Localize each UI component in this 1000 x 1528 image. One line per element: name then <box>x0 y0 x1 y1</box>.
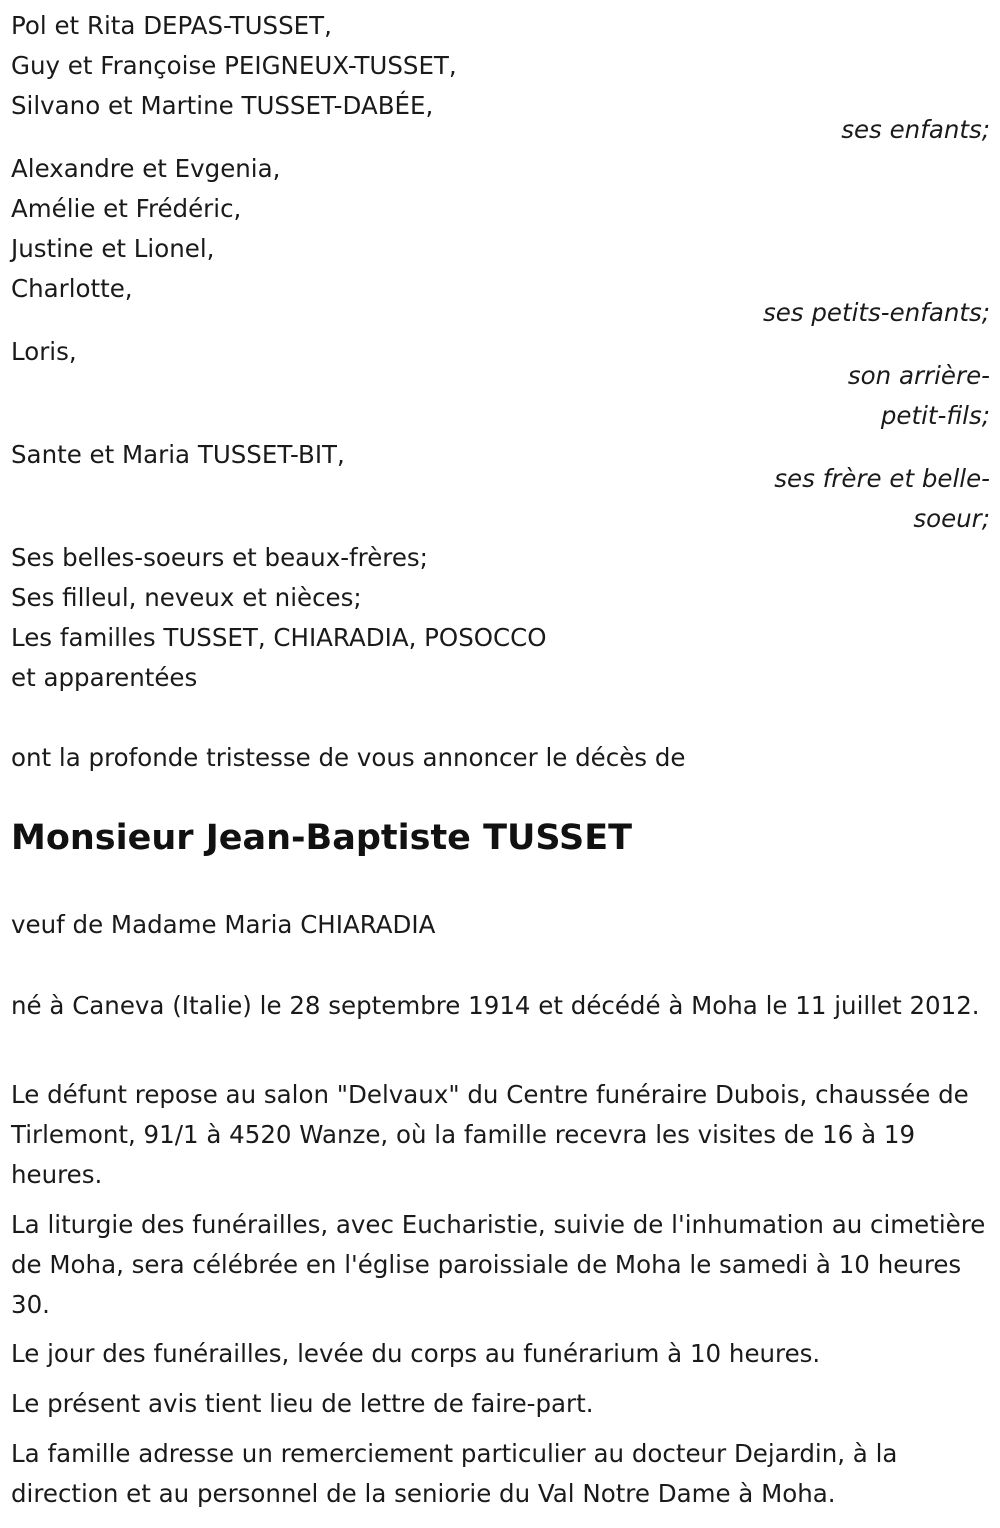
family-line-grandchild-3: Justine et Lionel, <box>11 234 215 263</box>
deceased-name-heading: Monsieur Jean-Baptiste TUSSET <box>11 818 633 858</box>
family-line-grandchild-1: Alexandre et Evgenia, <box>11 154 281 183</box>
paragraph-thanks: La famille adresse un remerciement particulier au docteur Dejardin, à la direction et au personnel de la seniorie du Val Notre Dame à Moha. <box>11 1439 898 1508</box>
paragraph-repose: Le défunt repose au salon "Delvaux" du Centre funéraire Dubois, chaussée de Tirlemont, 91/1 à 4520 Wanze, où la famille recevra les visites de 16 à 19 heures. <box>11 1080 969 1189</box>
relation-great-grandchild-line-2: petit-fils; <box>880 401 990 430</box>
paragraph-liturgy: La liturgie des funérailles, avec Eucharistie, suivie de l'inhumation au cimetière de Moha, sera célébrée en l'église paroissiale de Moha le samedi à 10 heures 30. <box>11 1210 986 1319</box>
widower-line: veuf de Madame Maria CHIARADIA <box>11 910 436 939</box>
family-line-great-grandchild: Loris, <box>11 337 77 366</box>
family-line-child-3: Silvano et Martine TUSSET-DABÉE, <box>11 91 434 120</box>
paragraph-levee: Le jour des funérailles, levée du corps au funérarium à 10 heures. <box>11 1339 821 1368</box>
family-line-extended-4: et apparentées <box>11 663 198 692</box>
relation-siblings-line-2: soeur; <box>913 504 990 533</box>
family-line-grandchild-2: Amélie et Frédéric, <box>11 194 242 223</box>
family-line-extended-2: Ses filleul, neveux et nièces; <box>11 583 362 612</box>
relation-children: ses enfants; <box>841 115 990 144</box>
family-line-extended-3: Les familles TUSSET, CHIARADIA, POSOCCO <box>11 623 547 652</box>
announcement-text: ont la profonde tristesse de vous annoncer le décès de <box>11 743 686 772</box>
relation-siblings-line-1: ses frère et belle- <box>774 464 990 493</box>
family-line-extended-1: Ses belles-soeurs et beaux-frères; <box>11 543 428 572</box>
family-line-siblings: Sante et Maria TUSSET-BIT, <box>11 440 345 469</box>
relation-grandchildren: ses petits-enfants; <box>762 298 990 327</box>
relation-great-grandchild-line-1: son arrière- <box>847 361 990 390</box>
family-line-child-1: Pol et Rita DEPAS-TUSSET, <box>11 11 332 40</box>
paragraph-notice: Le présent avis tient lieu de lettre de faire-part. <box>11 1389 594 1418</box>
family-line-child-2: Guy et Françoise PEIGNEUX-TUSSET, <box>11 51 457 80</box>
paragraph-birth-death: né à Caneva (Italie) le 28 septembre 1914 et décédé à Moha le 11 juillet 2012. <box>11 991 980 1020</box>
family-line-grandchild-4: Charlotte, <box>11 274 133 303</box>
